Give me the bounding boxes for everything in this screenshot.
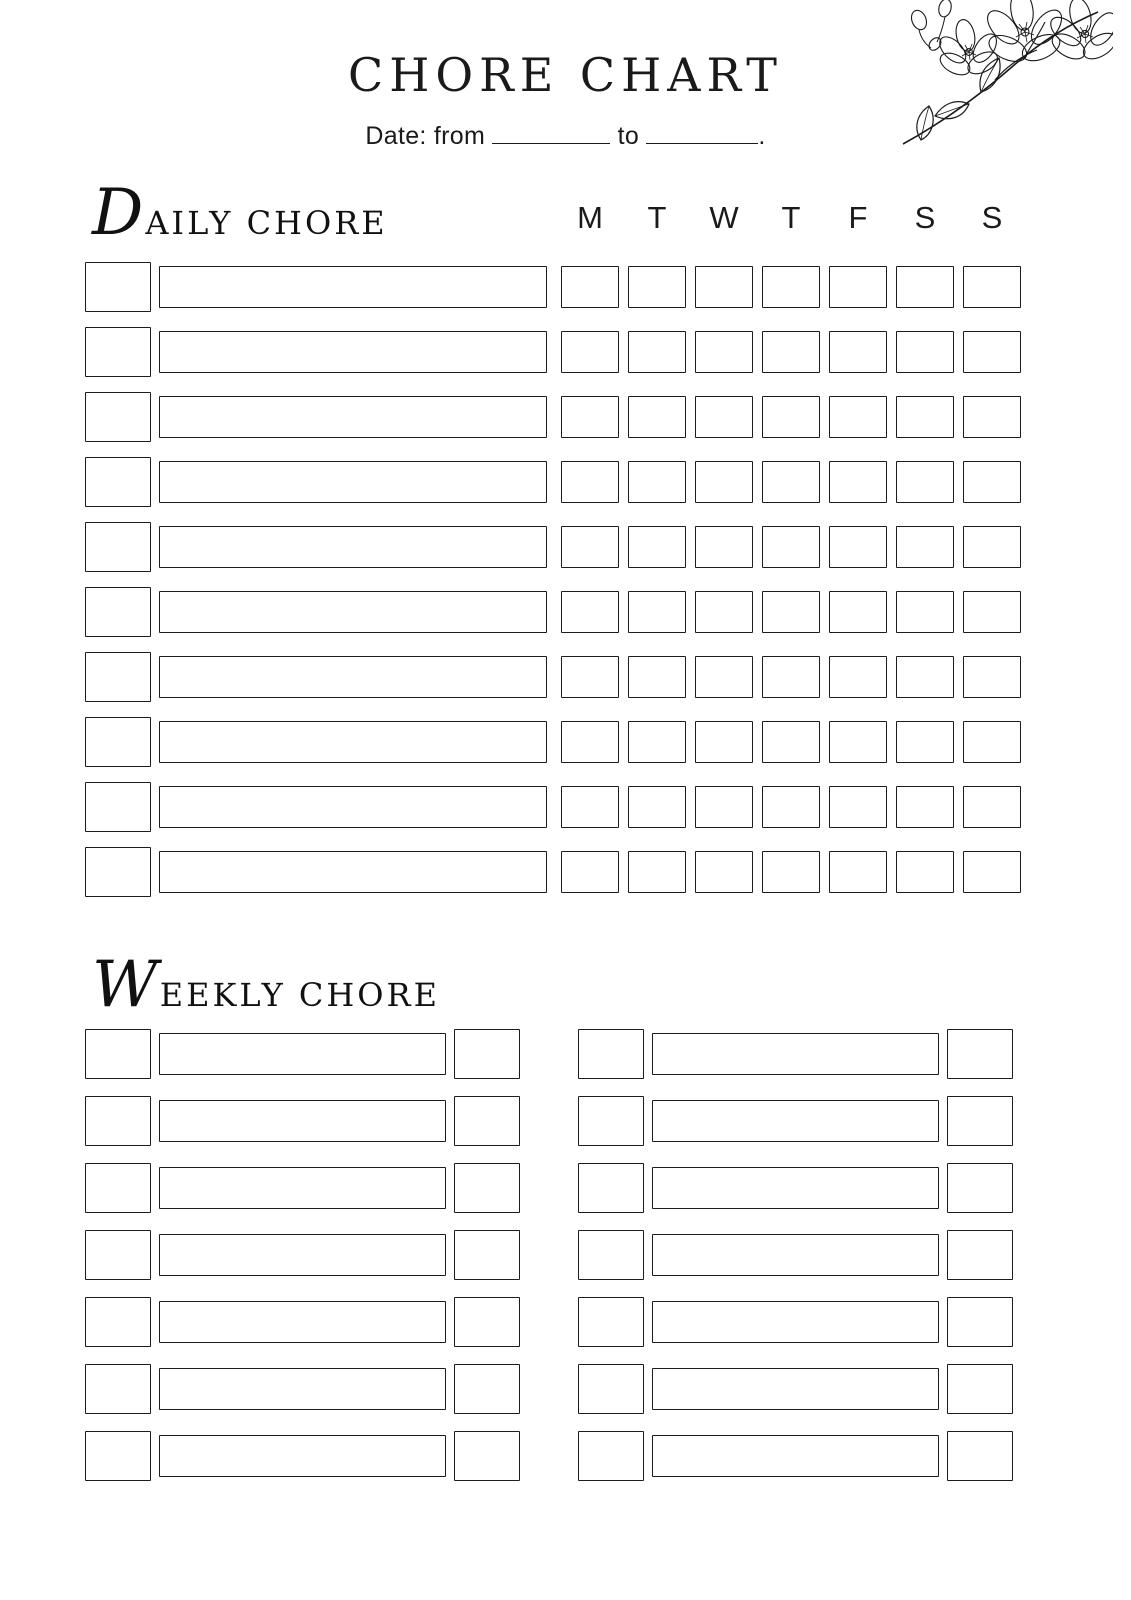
table-row xyxy=(85,1162,520,1214)
daily-task-field[interactable] xyxy=(159,396,547,438)
daily-day-cell[interactable] xyxy=(695,461,753,503)
daily-day-cell[interactable] xyxy=(695,786,753,828)
daily-row-checkbox[interactable] xyxy=(85,782,151,832)
weekly-heading-rest: EEKLY CHORE xyxy=(159,976,440,1014)
daily-day-cell[interactable] xyxy=(963,526,1021,568)
daily-day-cell[interactable] xyxy=(829,526,887,568)
daily-day-cell[interactable] xyxy=(561,396,619,438)
weekday-letter-fri: F xyxy=(848,200,869,235)
table-row xyxy=(578,1363,1013,1415)
daily-heading-rest: AILY CHORE xyxy=(145,204,388,242)
date-prefix-label: Date: from xyxy=(365,122,486,150)
weekly-done-checkbox[interactable] xyxy=(454,1096,520,1146)
weekly-task-field[interactable] xyxy=(159,1033,446,1075)
daily-day-cell[interactable] xyxy=(963,461,1021,503)
daily-heading-initial: D xyxy=(92,176,144,250)
table-row xyxy=(85,1229,520,1281)
weekly-task-field[interactable] xyxy=(652,1167,939,1209)
daily-task-field[interactable] xyxy=(159,331,547,373)
daily-task-field[interactable] xyxy=(159,526,547,568)
weekly-chore-column-right xyxy=(578,1028,1013,1497)
daily-day-cell[interactable] xyxy=(896,851,954,893)
daily-day-cell[interactable] xyxy=(628,721,686,763)
weekly-task-field[interactable] xyxy=(159,1435,446,1477)
table-row xyxy=(85,457,1030,507)
daily-day-cell[interactable] xyxy=(896,266,954,308)
weekly-row-checkbox[interactable] xyxy=(578,1230,644,1280)
table-row xyxy=(85,847,1030,897)
table-row xyxy=(85,652,1030,702)
daily-day-cell[interactable] xyxy=(762,526,820,568)
weekly-done-checkbox[interactable] xyxy=(947,1297,1013,1347)
daily-day-cell[interactable] xyxy=(561,331,619,373)
daily-day-cell[interactable] xyxy=(896,331,954,373)
daily-task-field[interactable] xyxy=(159,656,547,698)
table-row xyxy=(578,1430,1013,1482)
daily-day-cell[interactable] xyxy=(628,461,686,503)
weekly-done-checkbox[interactable] xyxy=(454,1230,520,1280)
weekly-chore-column-left xyxy=(85,1028,520,1497)
weekday-letter-tue: T xyxy=(647,200,668,235)
daily-day-cell[interactable] xyxy=(561,851,619,893)
daily-day-cell[interactable] xyxy=(829,331,887,373)
daily-day-cell[interactable] xyxy=(628,786,686,828)
daily-day-cell[interactable] xyxy=(628,656,686,698)
weekly-task-field[interactable] xyxy=(652,1301,939,1343)
daily-row-checkbox[interactable] xyxy=(85,587,151,637)
table-row xyxy=(578,1095,1013,1147)
daily-task-field[interactable] xyxy=(159,266,547,308)
daily-day-cell[interactable] xyxy=(762,396,820,438)
daily-day-cell[interactable] xyxy=(963,266,1021,308)
daily-day-cell[interactable] xyxy=(695,526,753,568)
weekly-done-checkbox[interactable] xyxy=(454,1163,520,1213)
daily-day-cell[interactable] xyxy=(896,656,954,698)
daily-day-cell[interactable] xyxy=(561,721,619,763)
daily-task-field[interactable] xyxy=(159,786,547,828)
daily-row-checkbox[interactable] xyxy=(85,522,151,572)
table-row xyxy=(85,782,1030,832)
daily-day-cell[interactable] xyxy=(695,331,753,373)
weekly-done-checkbox[interactable] xyxy=(947,1364,1013,1414)
weekly-task-field[interactable] xyxy=(652,1234,939,1276)
daily-day-cell[interactable] xyxy=(762,331,820,373)
daily-day-cell[interactable] xyxy=(695,656,753,698)
date-range-line xyxy=(0,122,1131,151)
weekly-row-checkbox[interactable] xyxy=(578,1364,644,1414)
weekly-task-field[interactable] xyxy=(159,1100,446,1142)
table-row xyxy=(578,1296,1013,1348)
weekly-row-checkbox[interactable] xyxy=(85,1364,151,1414)
daily-day-cell[interactable] xyxy=(829,721,887,763)
daily-day-cell[interactable] xyxy=(963,721,1021,763)
table-row xyxy=(578,1162,1013,1214)
daily-day-cell[interactable] xyxy=(762,591,820,633)
daily-day-cell[interactable] xyxy=(829,396,887,438)
daily-day-cell[interactable] xyxy=(963,656,1021,698)
daily-day-cell[interactable] xyxy=(829,591,887,633)
date-to-field[interactable] xyxy=(646,125,758,144)
weekly-task-field[interactable] xyxy=(652,1435,939,1477)
weekly-task-field[interactable] xyxy=(159,1368,446,1410)
weekday-letter-sun: S xyxy=(981,200,1004,235)
daily-task-field[interactable] xyxy=(159,721,547,763)
daily-day-cell[interactable] xyxy=(963,786,1021,828)
daily-day-cell[interactable] xyxy=(896,591,954,633)
daily-day-cell[interactable] xyxy=(561,526,619,568)
weekly-done-checkbox[interactable] xyxy=(454,1364,520,1414)
daily-day-cell[interactable] xyxy=(695,721,753,763)
daily-day-cell[interactable] xyxy=(829,851,887,893)
daily-day-cell[interactable] xyxy=(829,656,887,698)
daily-day-cell[interactable] xyxy=(628,526,686,568)
weekly-task-field[interactable] xyxy=(652,1100,939,1142)
daily-row-checkbox[interactable] xyxy=(85,327,151,377)
table-row xyxy=(85,1095,520,1147)
daily-day-cell[interactable] xyxy=(561,786,619,828)
table-row xyxy=(85,327,1030,377)
daily-task-field[interactable] xyxy=(159,461,547,503)
weekly-done-checkbox[interactable] xyxy=(947,1431,1013,1481)
weekly-done-checkbox[interactable] xyxy=(947,1096,1013,1146)
daily-day-cell[interactable] xyxy=(896,786,954,828)
weekly-done-checkbox[interactable] xyxy=(454,1431,520,1481)
table-row xyxy=(85,262,1030,312)
daily-chore-table xyxy=(85,262,1030,912)
daily-day-cell[interactable] xyxy=(628,266,686,308)
daily-day-cell[interactable] xyxy=(829,461,887,503)
weekly-heading-initial: W xyxy=(92,948,158,1022)
daily-row-checkbox[interactable] xyxy=(85,457,151,507)
table-row xyxy=(85,1430,520,1482)
daily-day-cell[interactable] xyxy=(762,461,820,503)
daily-day-cell[interactable] xyxy=(628,851,686,893)
daily-day-cell[interactable] xyxy=(561,461,619,503)
daily-day-cell[interactable] xyxy=(762,656,820,698)
table-row xyxy=(85,392,1030,442)
daily-day-cell[interactable] xyxy=(628,331,686,373)
weekly-row-checkbox[interactable] xyxy=(85,1230,151,1280)
weekly-done-checkbox[interactable] xyxy=(454,1297,520,1347)
weekday-letter-thu: T xyxy=(781,200,802,235)
daily-day-cell[interactable] xyxy=(896,396,954,438)
table-row xyxy=(578,1229,1013,1281)
weekday-letter-mon: M xyxy=(577,200,604,235)
weekly-row-checkbox[interactable] xyxy=(578,1163,644,1213)
daily-chore-heading xyxy=(92,176,388,250)
weekly-row-checkbox[interactable] xyxy=(578,1297,644,1347)
page-title: CHORE CHART xyxy=(348,48,783,102)
daily-day-cell[interactable] xyxy=(628,591,686,633)
daily-day-cell[interactable] xyxy=(561,591,619,633)
daily-day-cell[interactable] xyxy=(561,266,619,308)
daily-day-cell[interactable] xyxy=(829,786,887,828)
table-row xyxy=(85,1028,520,1080)
table-row xyxy=(85,717,1030,767)
daily-day-cell[interactable] xyxy=(762,851,820,893)
daily-day-cell[interactable] xyxy=(896,526,954,568)
weekly-done-checkbox[interactable] xyxy=(947,1029,1013,1079)
daily-row-checkbox[interactable] xyxy=(85,262,151,312)
weekly-task-field[interactable] xyxy=(159,1301,446,1343)
weekly-task-field[interactable] xyxy=(652,1033,939,1075)
table-row xyxy=(85,1296,520,1348)
table-row xyxy=(85,1363,520,1415)
weekly-row-checkbox[interactable] xyxy=(578,1096,644,1146)
weekly-row-checkbox[interactable] xyxy=(85,1431,151,1481)
daily-row-checkbox[interactable] xyxy=(85,847,151,897)
daily-day-cell[interactable] xyxy=(762,786,820,828)
daily-task-field[interactable] xyxy=(159,851,547,893)
weekly-row-checkbox[interactable] xyxy=(85,1297,151,1347)
weekly-task-field[interactable] xyxy=(159,1167,446,1209)
daily-day-cell[interactable] xyxy=(561,656,619,698)
daily-day-cell[interactable] xyxy=(963,396,1021,438)
date-middle-label: to xyxy=(617,122,640,150)
weekly-chore-heading xyxy=(92,948,440,1022)
daily-day-cell[interactable] xyxy=(829,266,887,308)
table-row xyxy=(578,1028,1013,1080)
daily-day-cell[interactable] xyxy=(762,721,820,763)
weekday-letter-wed: W xyxy=(709,200,740,235)
weekly-done-checkbox[interactable] xyxy=(454,1029,520,1079)
daily-day-cell[interactable] xyxy=(762,266,820,308)
weekly-row-checkbox[interactable] xyxy=(85,1163,151,1213)
date-from-field[interactable] xyxy=(492,125,610,144)
daily-day-cell[interactable] xyxy=(695,266,753,308)
weekly-done-checkbox[interactable] xyxy=(947,1163,1013,1213)
daily-day-cell[interactable] xyxy=(628,396,686,438)
weekly-row-checkbox[interactable] xyxy=(578,1431,644,1481)
weekly-task-field[interactable] xyxy=(159,1234,446,1276)
weekday-header-row xyxy=(557,200,1027,236)
daily-day-cell[interactable] xyxy=(963,331,1021,373)
daily-row-checkbox[interactable] xyxy=(85,392,151,442)
daily-day-cell[interactable] xyxy=(695,851,753,893)
daily-day-cell[interactable] xyxy=(695,591,753,633)
daily-task-field[interactable] xyxy=(159,591,547,633)
table-row xyxy=(85,587,1030,637)
date-suffix-label: . xyxy=(758,122,766,150)
daily-row-checkbox[interactable] xyxy=(85,652,151,702)
weekly-task-field[interactable] xyxy=(652,1368,939,1410)
weekly-done-checkbox[interactable] xyxy=(947,1230,1013,1280)
table-row xyxy=(85,522,1030,572)
daily-row-checkbox[interactable] xyxy=(85,717,151,767)
daily-day-cell[interactable] xyxy=(695,396,753,438)
daily-day-cell[interactable] xyxy=(896,721,954,763)
weekly-row-checkbox[interactable] xyxy=(85,1029,151,1079)
weekly-row-checkbox[interactable] xyxy=(578,1029,644,1079)
daily-day-cell[interactable] xyxy=(963,851,1021,893)
weekday-letter-sat: S xyxy=(914,200,937,235)
weekly-row-checkbox[interactable] xyxy=(85,1096,151,1146)
daily-day-cell[interactable] xyxy=(963,591,1021,633)
daily-day-cell[interactable] xyxy=(896,461,954,503)
